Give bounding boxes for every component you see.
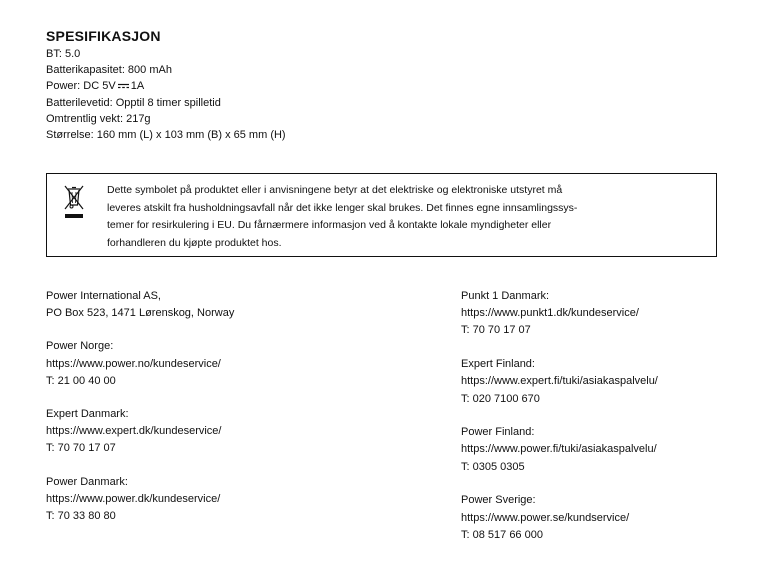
spec-weight: Omtrentlig vekt: 217g [46, 112, 151, 125]
contact-name: Power Norge: [46, 340, 114, 353]
contact-phone: T: 70 33 80 80 [46, 510, 116, 523]
contact-url: https://www.expert.dk/kundeservice/ [46, 425, 222, 438]
spec-size: Størrelse: 160 mm (L) x 103 mm (B) x 65 mm (H) [46, 129, 286, 142]
contact-name: Power Danmark: [46, 475, 128, 488]
spec-battery-capacity: Batterikapasitet: 800 mAh [46, 64, 172, 77]
contact-name: Power Sverige: [461, 494, 536, 507]
contact-power-norge [46, 338, 234, 390]
dc-symbol-icon [118, 83, 129, 89]
notice-line: forhandleren du kjøpte produktet hos. [107, 236, 282, 249]
notice-line: leveres atskilt fra husholdningsavfall når det ikke lenger skal brukes. Det finnes egne innsamlingssys- [107, 201, 578, 214]
weee-crossed-bin-icon [63, 185, 85, 221]
contact-url: https://www.punkt1.dk/kundeservice/ [461, 307, 639, 320]
contact-url: https://www.power.dk/kundeservice/ [46, 492, 221, 505]
contact-phone: T: 21 00 40 00 [46, 374, 116, 387]
contact-power-danmark [46, 474, 234, 526]
spec-bt: BT: 5.0 [46, 48, 81, 60]
contact-address: PO Box 523, 1471 Lørenskog, Norway [46, 307, 235, 320]
contact-name: Expert Finland: [461, 358, 535, 371]
contact-phone: T: 08 517 66 000 [461, 528, 543, 541]
contact-url: https://www.power.fi/tuki/asiakaspalvelu/ [461, 443, 657, 456]
spec-power-prefix: Power: DC 5V [46, 80, 116, 93]
contact-name: Expert Danmark: [46, 408, 129, 421]
spec-title: SPESIFIKASJON [46, 28, 161, 44]
contacts-right-column [461, 288, 658, 560]
spec-power-suffix: 1A [130, 80, 145, 93]
contact-power-international [46, 288, 234, 322]
contact-phone: T: 0305 0305 [461, 460, 525, 473]
contact-expert-danmark [46, 406, 234, 458]
contact-phone: T: 020 7100 670 [461, 392, 540, 405]
weee-notice-box [46, 173, 717, 257]
spec-battery-life: Batterilevetid: Opptil 8 timer spilletid [46, 96, 221, 109]
contact-phone: T: 70 70 17 07 [46, 442, 116, 455]
contact-url: https://www.power.se/kundservice/ [461, 511, 630, 524]
contact-phone: T: 70 70 17 07 [461, 324, 531, 337]
contact-url: https://www.expert.fi/tuki/asiakaspalvelu/ [461, 375, 658, 388]
contact-url: https://www.power.no/kundeservice/ [46, 357, 221, 370]
notice-line: temer for resirkulering i EU. Du fårnærmere informasjon ved å kontakte lokale myndigheter eller [107, 219, 552, 231]
contact-expert-finland [461, 356, 658, 408]
contact-power-sverige [461, 492, 658, 544]
spec-power [46, 78, 286, 94]
contact-punkt1-danmark [461, 288, 658, 340]
contact-name: Power Finland: [461, 426, 535, 439]
specification-section [46, 27, 286, 143]
weee-notice-text [107, 182, 707, 252]
contacts-left-column [46, 288, 234, 541]
contact-name: Punkt 1 Danmark: [461, 290, 550, 302]
notice-line: Dette symbolet på produktet eller i anvisningene betyr at det elektriske og elektroniske utstyret må [107, 184, 563, 196]
contact-name: Power International AS, [46, 290, 161, 302]
contact-power-finland [461, 424, 658, 476]
